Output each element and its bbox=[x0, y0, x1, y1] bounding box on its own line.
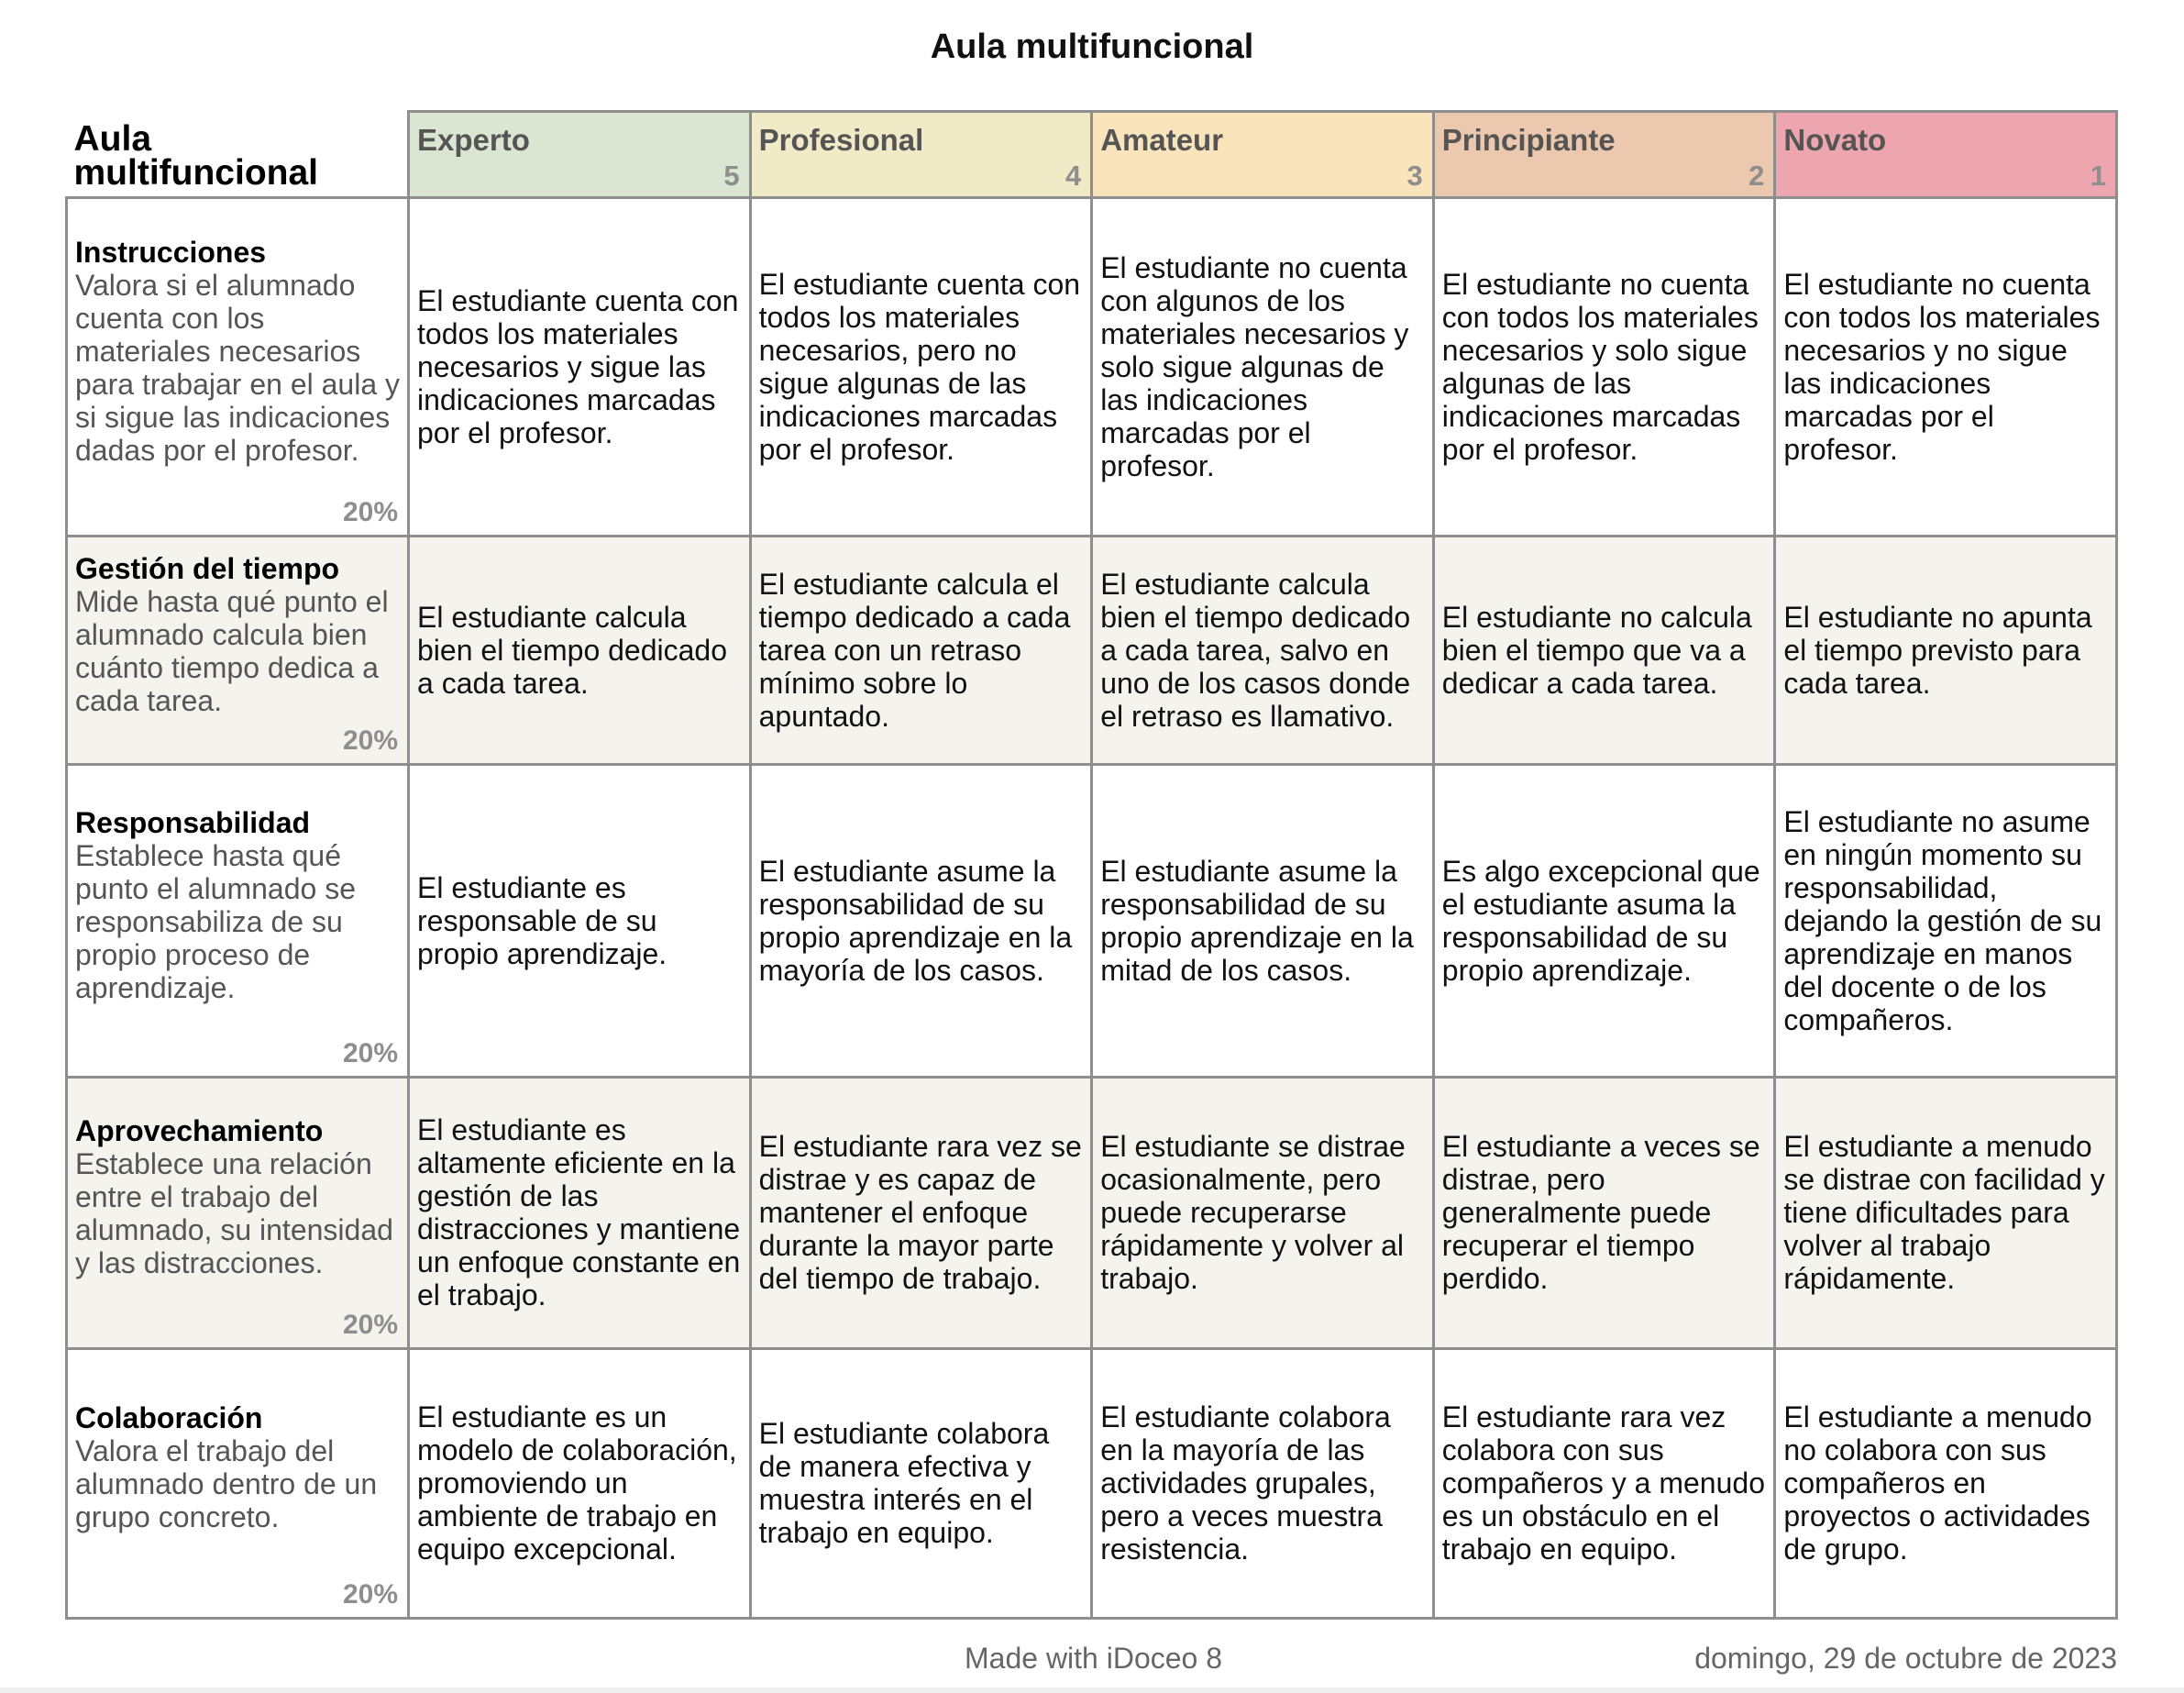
level-label: Novato bbox=[1783, 123, 1887, 157]
criterion-cell bbox=[67, 1077, 409, 1348]
descriptor-cell: El estudiante es altamente eficiente en la gestión de las distracciones y mantiene un enfoque constante en el trabajo. bbox=[409, 1077, 751, 1348]
descriptor-cell: El estudiante calcula bien el tiempo dedicado a cada tarea, salvo en uno de los casos donde el retraso es llamativo. bbox=[1092, 536, 1434, 764]
level-header bbox=[1092, 112, 1434, 198]
criterion-name: Instrucciones bbox=[75, 235, 267, 269]
descriptor-cell: El estudiante asume la responsabilidad de su propio aprendizaje en la mitad de los casos. bbox=[1092, 764, 1434, 1077]
bottom-divider bbox=[0, 1687, 2184, 1693]
page-title: Aula multifuncional bbox=[930, 28, 1254, 66]
descriptor-cell: El estudiante no apunta el tiempo previsto para cada tarea. bbox=[1775, 536, 2117, 764]
date-label: domingo, 29 de octubre de 2023 bbox=[1694, 1642, 2117, 1675]
criterion-row bbox=[67, 197, 2117, 536]
descriptor-cell: Es algo excepcional que el estudiante asuma la responsabilidad de su propio aprendizaje. bbox=[1433, 764, 1775, 1077]
criterion-weight: 20% bbox=[342, 1578, 398, 1610]
level-label: Amateur bbox=[1100, 123, 1224, 157]
levels-header-row bbox=[67, 112, 2117, 198]
criterion-description: Valora el trabajo del alumnado dentro de un grupo concreto. bbox=[75, 1434, 378, 1533]
descriptor-cell: El estudiante a menudo se distrae con facilidad y tiene dificultades para volver al trabajo rápidamente. bbox=[1775, 1077, 2117, 1348]
rubric-title-cell bbox=[67, 112, 409, 198]
level-label: Profesional bbox=[758, 123, 924, 157]
level-score: 3 bbox=[1406, 159, 1423, 192]
descriptor-cell: El estudiante rara vez se distrae y es capaz de mantener el enfoque durante la mayor parte del tiempo de trabajo. bbox=[750, 1077, 1092, 1348]
descriptor-cell: El estudiante no cuenta con algunos de los materiales necesarios y solo sigue algunas de las indicaciones marcadas por el profesor. bbox=[1092, 197, 1434, 536]
level-header bbox=[750, 112, 1092, 198]
descriptor-cell: El estudiante se distrae ocasionalmente, pero puede recuperarse rápidamente y volver al trabajo. bbox=[1092, 1077, 1434, 1348]
descriptor-cell: El estudiante colabora en la mayoría de las actividades grupales, pero a veces muestra resistencia. bbox=[1092, 1348, 1434, 1618]
level-header bbox=[1775, 112, 2117, 198]
rubric-title: Aula multifuncional bbox=[73, 118, 318, 193]
made-with-label: Made with iDoceo 8 bbox=[965, 1642, 1223, 1675]
criterion-description: Valora si el alumnado cuenta con los materiales necesarios para trabajar en el aula y si sigue las indicaciones dadas por el profesor. bbox=[75, 268, 400, 467]
descriptor-cell: El estudiante no cuenta con todos los materiales necesarios y no sigue las indicaciones marcadas por el profesor. bbox=[1775, 197, 2117, 536]
criterion-name: Gestión del tiempo bbox=[75, 551, 340, 585]
level-label: Principiante bbox=[1441, 123, 1616, 157]
descriptor-cell: El estudiante no asume en ningún momento su responsabilidad, dejando la gestión de su aprendizaje en manos del docente o de los compañeros. bbox=[1775, 764, 2117, 1077]
level-score: 2 bbox=[1748, 159, 1765, 192]
descriptor-cell: El estudiante a menudo no colabora con sus compañeros en proyectos o actividades de grupo. bbox=[1775, 1348, 2117, 1618]
criterion-name: Responsabilidad bbox=[75, 805, 311, 839]
descriptor-cell: El estudiante cuenta con todos los materiales necesarios, pero no sigue algunas de las indicaciones marcadas por el profesor. bbox=[750, 197, 1092, 536]
criterion-row bbox=[67, 536, 2117, 764]
criterion-description: Establece una relación entre el trabajo del alumnado, su intensidad y las distracciones. bbox=[75, 1147, 393, 1279]
criterion-cell bbox=[67, 764, 409, 1077]
level-score: 5 bbox=[723, 159, 740, 192]
level-header bbox=[409, 112, 751, 198]
criterion-row bbox=[67, 764, 2117, 1077]
descriptor-cell: El estudiante asume la responsabilidad de su propio aprendizaje en la mayoría de los casos. bbox=[750, 764, 1092, 1077]
level-score: 4 bbox=[1064, 159, 1082, 192]
rubric-table bbox=[65, 110, 2118, 1620]
descriptor-cell: El estudiante es un modelo de colaboración, promoviendo un ambiente de trabajo en equipo excepcional. bbox=[409, 1348, 751, 1618]
criterion-cell bbox=[67, 1348, 409, 1618]
descriptor-cell: El estudiante calcula el tiempo dedicado a cada tarea con un retraso mínimo sobre lo apuntado. bbox=[750, 536, 1092, 764]
criterion-cell bbox=[67, 197, 409, 536]
criterion-cell bbox=[67, 536, 409, 764]
descriptor-cell: El estudiante no calcula bien el tiempo que va a dedicar a cada tarea. bbox=[1433, 536, 1775, 764]
criterion-name: Colaboración bbox=[75, 1401, 263, 1434]
descriptor-cell: El estudiante no cuenta con todos los materiales necesarios y solo sigue algunas de las indicaciones marcadas por el profesor. bbox=[1433, 197, 1775, 536]
descriptor-cell: El estudiante cuenta con todos los materiales necesarios y sigue las indicaciones marcadas por el profesor. bbox=[409, 197, 751, 536]
descriptor-cell: El estudiante a veces se distrae, pero generalmente puede recuperar el tiempo perdido. bbox=[1433, 1077, 1775, 1348]
criterion-weight: 20% bbox=[342, 1309, 398, 1340]
level-header bbox=[1433, 112, 1775, 198]
descriptor-cell: El estudiante es responsable de su propio aprendizaje. bbox=[409, 764, 751, 1077]
criterion-weight: 20% bbox=[342, 496, 398, 527]
level-label: Experto bbox=[417, 123, 530, 157]
descriptor-cell: El estudiante rara vez colabora con sus compañeros y a menudo es un obstáculo en el trabajo en equipo. bbox=[1433, 1348, 1775, 1618]
criterion-description: Establece hasta qué punto el alumnado se responsabiliza de su propio proceso de aprendizaje. bbox=[75, 838, 356, 1004]
criterion-weight: 20% bbox=[342, 1037, 398, 1068]
descriptor-cell: El estudiante calcula bien el tiempo dedicado a cada tarea. bbox=[409, 536, 751, 764]
criterion-row bbox=[67, 1077, 2117, 1348]
criterion-row bbox=[67, 1348, 2117, 1618]
criterion-weight: 20% bbox=[342, 725, 398, 756]
criterion-name: Aprovechamiento bbox=[75, 1114, 324, 1147]
descriptor-cell: El estudiante colabora de manera efectiva y muestra interés en el trabajo en equipo. bbox=[750, 1348, 1092, 1618]
criterion-description: Mide hasta qué punto el alumnado calcula bien cuánto tiempo dedica a cada tarea. bbox=[75, 584, 389, 717]
level-score: 1 bbox=[2090, 159, 2106, 192]
